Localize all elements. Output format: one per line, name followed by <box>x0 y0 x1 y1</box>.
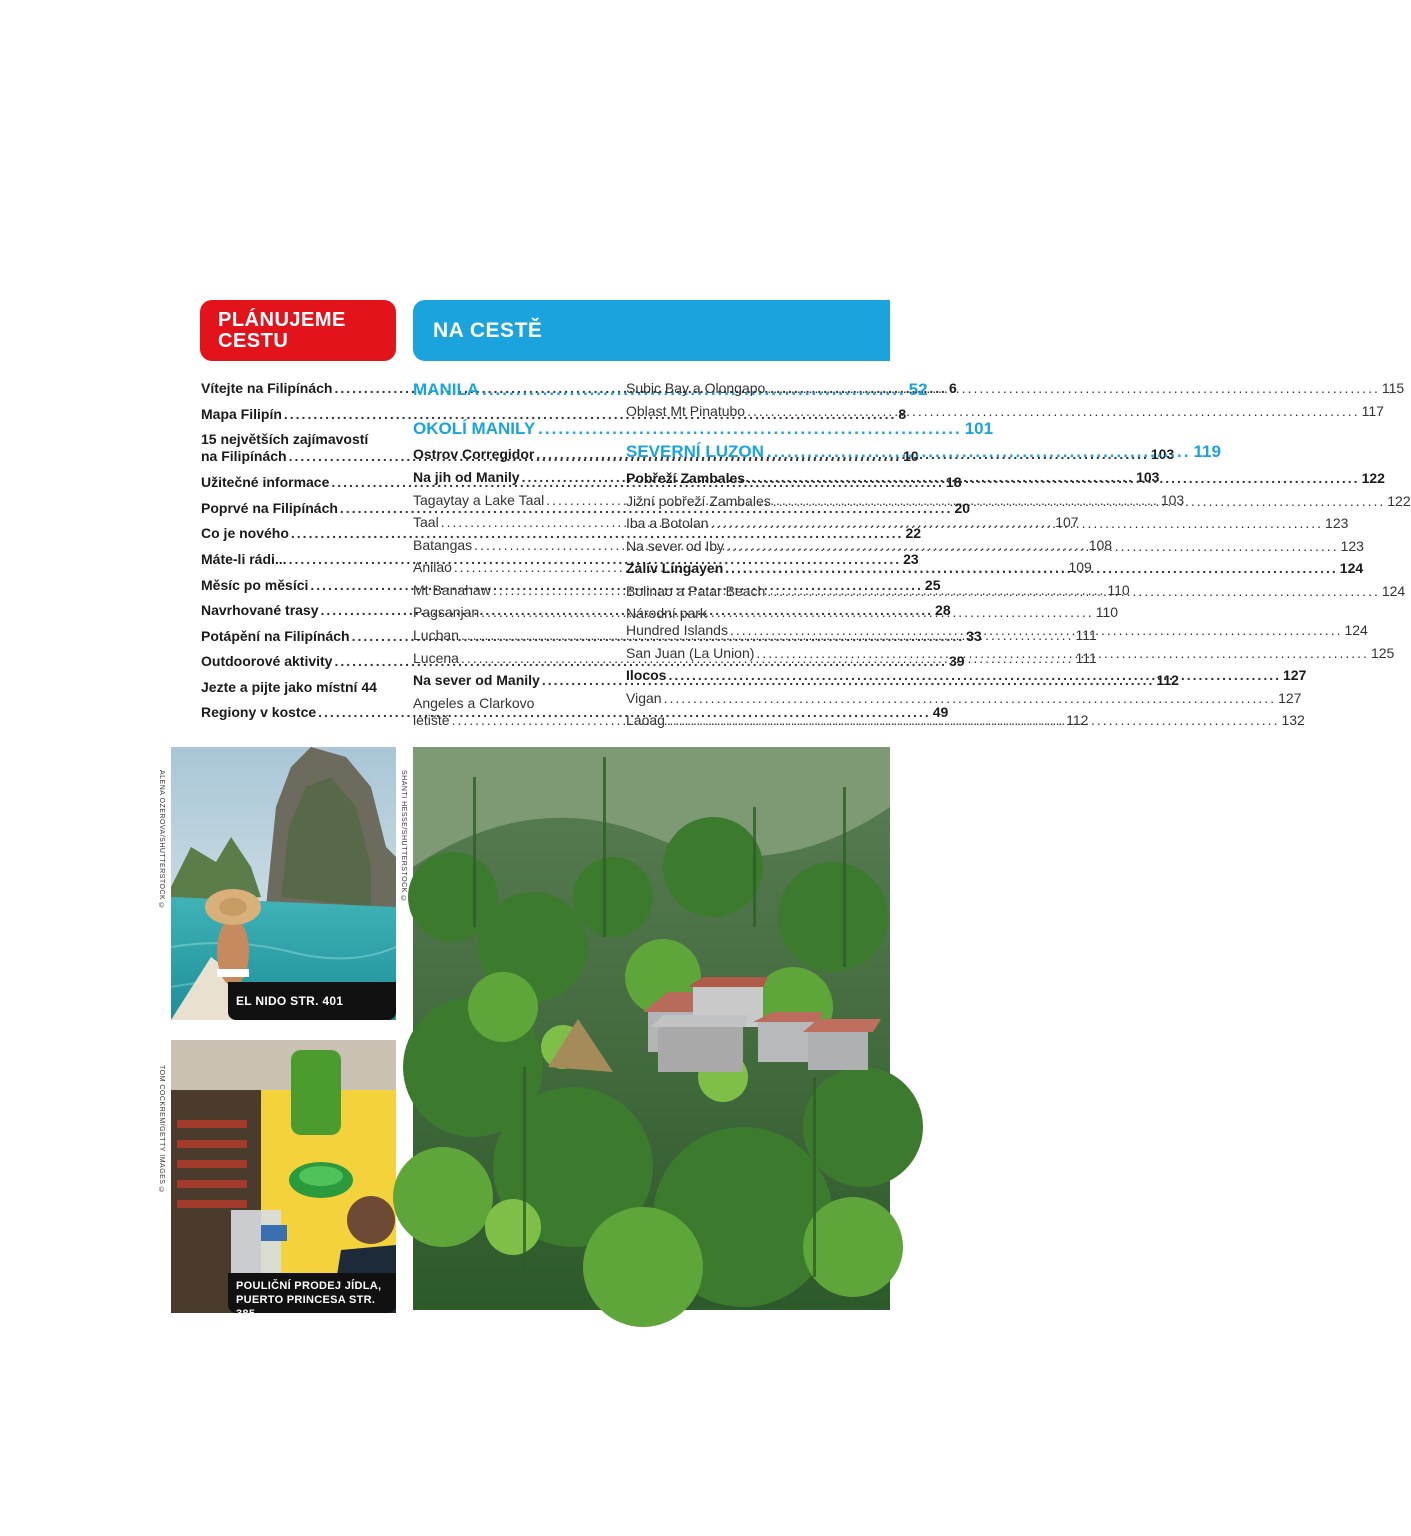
toc-item[interactable]: Lucban ..... 111 <box>413 627 603 644</box>
street-food-caption-line1: POULIČNÍ PRODEJ JÍDLA, <box>236 1280 382 1292</box>
toc-item[interactable]: na Filipínách ..... 10 <box>201 448 391 465</box>
toc-item[interactable]: Jižní pobřeží Zambales ..... 122 <box>626 493 815 510</box>
street-food-caption <box>228 1273 396 1320</box>
toc-item-line1[interactable]: 15 největších zajímavostí <box>201 431 369 447</box>
toc-item[interactable]: Taal ..... 107 <box>413 514 603 531</box>
planning-header-line1: PLÁNUJEME <box>218 309 346 331</box>
toc-item[interactable]: Máte-li rádi... ..... 23 <box>201 551 391 568</box>
section-severni-luzon[interactable]: SEVERNÍ LUZON ..... 119 <box>626 442 815 462</box>
toc-item[interactable]: Hundred Islands ..... 124 <box>626 622 815 639</box>
toc-item[interactable]: Na sever od Manily ..... 112 <box>413 672 603 689</box>
toc-item[interactable]: Laoag ..... 132 <box>626 712 815 729</box>
toc-item[interactable]: Pagsanjan ..... 110 <box>413 604 603 621</box>
el-nido-caption: EL NIDO STR. 401 <box>228 982 396 1020</box>
planning-header-line2: CESTU <box>218 330 289 352</box>
toc-item[interactable]: Vigan ..... 127 <box>626 690 815 707</box>
toc-item[interactable]: Ilocos ..... 127 <box>626 667 815 684</box>
el-nido-credit: ALENA OZEROVA/SHUTTERSTOCK © <box>158 770 165 911</box>
toc-item[interactable]: Mapa Filipín ..... 8 <box>201 406 391 423</box>
toc-item[interactable]: Ostrov Corregidor ..... 103 <box>413 446 603 463</box>
toc-item[interactable]: Vítejte na Filipínách ..... 6 <box>201 380 391 397</box>
village-credit: SHANTI HESSE/SHUTTERSTOCK © <box>400 770 407 903</box>
street-food-caption-line2: PUERTO PRINCESA STR. 385 <box>236 1294 376 1320</box>
street-food-photo <box>171 1040 396 1320</box>
toc-item[interactable]: Záliv Lingayen ..... 124 <box>626 560 815 577</box>
toc-item[interactable]: Pobřeží Zambales ..... 122 <box>626 470 815 487</box>
toc-item[interactable]: San Juan (La Union) ..... 125 <box>626 645 815 662</box>
toc-item[interactable]: letiště ..... 112 <box>413 712 603 729</box>
section-okoli-manily[interactable]: OKOLÍ MANILY ..... 101 <box>413 419 603 439</box>
toc-item[interactable]: Anilao ..... 109 <box>413 559 603 576</box>
el-nido-illustration <box>171 747 396 1020</box>
planning-header <box>200 300 396 361</box>
toc-item[interactable]: Poprvé na Filipínách ..... 20 <box>201 500 391 517</box>
toc-item[interactable]: Potápění na Filipínách ..... 33 <box>201 628 391 645</box>
toc-item[interactable]: Lucena ..... 111 <box>413 650 603 667</box>
toc-item[interactable]: Bolinao a Patar Beach ..... 124 <box>626 583 815 600</box>
toc-item[interactable]: Měsíc po měsíci ..... 25 <box>201 577 391 594</box>
toc-item[interactable]: Navrhované trasy ..... 28 <box>201 602 391 619</box>
village-illustration <box>413 747 890 1310</box>
toc-item[interactable]: Na jih od Manily ..... 103 <box>413 469 603 486</box>
toc-item[interactable]: Užitečné informace ..... 18 <box>201 474 391 491</box>
toc-item[interactable]: Co je nového ..... 22 <box>201 525 391 542</box>
toc-item-line1[interactable]: Národní park <box>626 605 707 621</box>
toc-item-line1[interactable]: Angeles a Clarkovo <box>413 695 535 711</box>
toc-item[interactable]: Regiony v kostce ..... 49 <box>201 704 391 721</box>
toc-item[interactable]: Iba a Botolan ..... 123 <box>626 515 815 532</box>
street-food-credit: TOM COCKREM/GETTY IMAGES © <box>158 1065 165 1195</box>
toc-item[interactable]: Subic Bay a Olongapo ..... 115 <box>626 380 815 397</box>
toc-item[interactable]: Mt Banahaw ..... 110 <box>413 582 603 599</box>
toc-item[interactable]: Batangas ..... 108 <box>413 537 603 554</box>
toc-item[interactable]: Outdoorové aktivity ..... 39 <box>201 653 391 670</box>
el-nido-photo <box>171 747 396 1020</box>
toc-item[interactable]: Na sever od Iby ..... 123 <box>626 538 815 555</box>
toc-item[interactable]: Jezte a pijte jako místní 44 <box>201 679 377 695</box>
toc-item[interactable]: Tagaytay a Lake Taal ..... 103 <box>413 492 603 509</box>
village-photo <box>413 747 890 1310</box>
on-road-header: NA CESTĚ <box>413 300 890 361</box>
section-manila[interactable]: MANILA ..... 52 <box>413 380 603 400</box>
toc-item[interactable]: Oblast Mt Pinatubo ..... 117 <box>626 403 815 420</box>
